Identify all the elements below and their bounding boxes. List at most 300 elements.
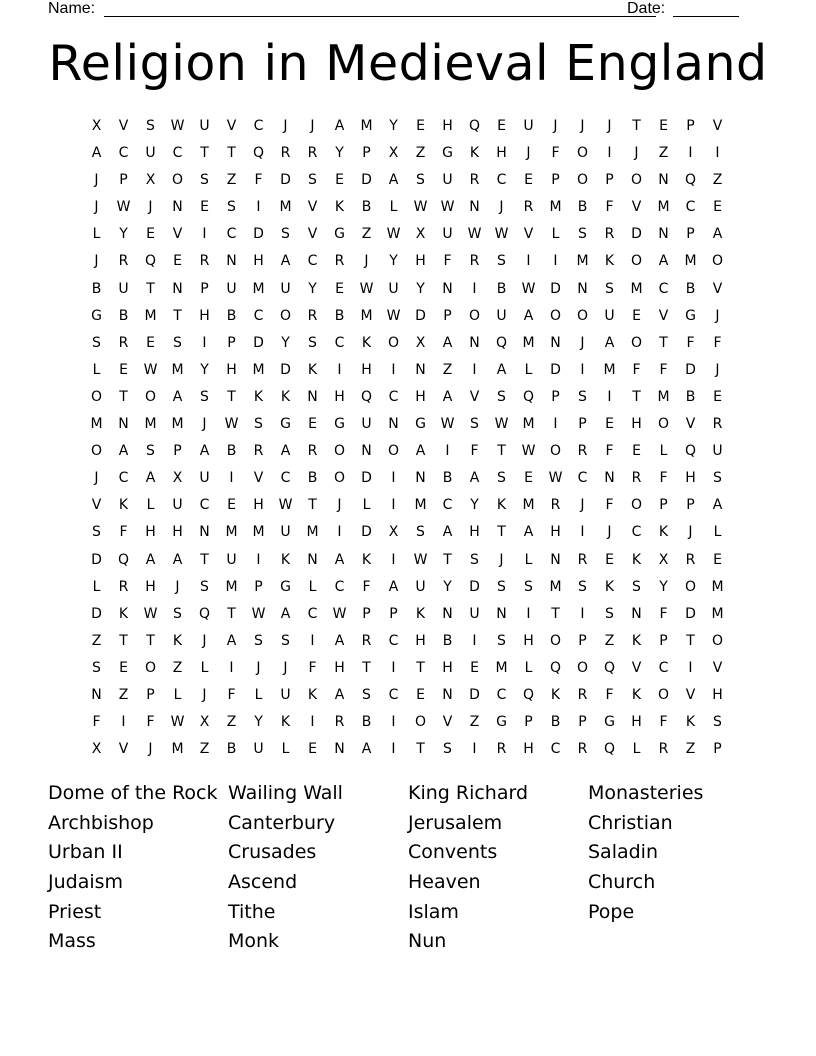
grid-letter: W (548, 470, 563, 487)
grid-letter: A (145, 470, 156, 487)
grid-letter: P (551, 172, 560, 189)
grid-letter: D (550, 280, 561, 297)
grid-letter: C (388, 686, 399, 703)
grid-letter: R (523, 199, 534, 216)
grid-letter: S (146, 118, 155, 134)
grid-letter: L (92, 578, 101, 595)
grid-letter: L (524, 659, 533, 676)
grid-letter: Y (389, 118, 398, 134)
grid-letter: N (469, 199, 480, 216)
grid-letter: E (713, 551, 722, 568)
grid-letter: V (307, 199, 318, 216)
grid-letter: R (577, 443, 588, 460)
grid-letter: K (658, 524, 669, 541)
grid-letter: A (280, 253, 291, 270)
grid-letter: J (580, 497, 585, 514)
grid-letter: R (118, 578, 129, 595)
grid-letter: I (229, 659, 234, 676)
grid-letter: R (550, 497, 561, 514)
grid-letter: B (334, 307, 345, 324)
grid-letter: N (577, 280, 588, 297)
grid-letter: L (254, 686, 263, 703)
grid-letter: H (442, 118, 453, 134)
grid-letter: J (256, 659, 261, 676)
grid-letter: W (440, 199, 455, 216)
grid-letter: R (469, 253, 480, 270)
grid-letter: J (94, 172, 99, 189)
word-list-item: Archbishop (48, 811, 154, 834)
grid-letter: N (442, 605, 453, 622)
grid-letter: A (118, 443, 129, 460)
grid-letter: O (711, 253, 724, 270)
grid-letter: L (632, 741, 641, 758)
grid-letter: W (359, 280, 374, 297)
grid-letter: R (253, 443, 264, 460)
grid-letter: H (712, 686, 723, 703)
grid-letter: U (496, 307, 507, 324)
grid-letter: O (549, 632, 562, 649)
grid-letter: E (416, 686, 425, 703)
page-title: Religion in Medieval England (48, 35, 768, 92)
grid-letter: D (361, 172, 372, 189)
grid-letter: H (631, 714, 642, 731)
name-line[interactable] (104, 16, 656, 17)
grid-letter: U (253, 741, 264, 758)
grid-letter: T (200, 551, 209, 568)
grid-letter: H (523, 741, 534, 758)
grid-letter: J (148, 741, 153, 758)
grid-letter: S (713, 470, 722, 487)
grid-letter: D (253, 226, 264, 243)
grid-letter: T (227, 145, 236, 162)
grid-letter: P (227, 334, 236, 351)
grid-letter: A (712, 497, 723, 514)
grid-letter: A (361, 741, 372, 758)
grid-letter: U (280, 686, 291, 703)
grid-letter: U (523, 118, 534, 134)
grid-letter: I (391, 714, 396, 731)
grid-letter: I (607, 145, 612, 162)
grid-letter: R (685, 551, 696, 568)
grid-letter: U (118, 280, 129, 297)
grid-letter: T (146, 632, 155, 649)
grid-letter: T (632, 118, 641, 134)
grid-letter: X (91, 741, 102, 758)
word-list-item: Islam (408, 900, 459, 923)
grid-letter: W (143, 361, 158, 378)
grid-letter: M (225, 578, 238, 595)
grid-letter: R (118, 334, 129, 351)
word-list-item: Pope (588, 900, 635, 923)
grid-letter: W (440, 416, 455, 433)
grid-letter: H (415, 253, 426, 270)
grid-letter: L (713, 524, 722, 541)
grid-letter: N (172, 199, 183, 216)
grid-letter: R (658, 741, 669, 758)
word-list-item: Crusades (228, 841, 317, 864)
grid-letter: Z (91, 632, 102, 649)
grid-letter: M (90, 416, 103, 433)
grid-letter: E (119, 361, 128, 378)
grid-letter: R (631, 470, 642, 487)
word-list-item: Jerusalem (408, 811, 503, 834)
grid-letter: B (685, 280, 696, 297)
grid-letter: Y (659, 578, 668, 595)
grid-letter: J (283, 659, 288, 676)
grid-letter: F (551, 145, 560, 162)
grid-letter: N (442, 686, 453, 703)
grid-letter: O (630, 334, 643, 351)
grid-letter: T (443, 551, 452, 568)
grid-letter: K (604, 253, 615, 270)
grid-letter: P (551, 388, 560, 405)
grid-letter: S (416, 524, 425, 541)
grid-letter: V (631, 199, 642, 216)
grid-letter: M (711, 605, 724, 622)
grid-letter: Z (415, 145, 426, 162)
grid-letter: S (254, 416, 263, 433)
grid-letter: T (308, 497, 317, 514)
grid-letter: C (307, 253, 318, 270)
grid-letter: L (389, 199, 398, 216)
grid-letter: H (361, 361, 372, 378)
grid-letter: G (91, 307, 102, 324)
grid-letter: E (173, 253, 182, 270)
grid-letter: P (254, 578, 263, 595)
grid-letter: Z (685, 741, 696, 758)
grid-letter: C (226, 226, 237, 243)
grid-letter: D (469, 578, 480, 595)
grid-letter: D (91, 551, 102, 568)
grid-letter: P (173, 443, 182, 460)
grid-letter: D (91, 605, 102, 622)
grid-letter: C (118, 145, 129, 162)
grid-letter: I (715, 145, 720, 162)
grid-letter: N (631, 605, 642, 622)
grid-letter: O (90, 388, 103, 405)
grid-letter: Y (119, 226, 128, 243)
grid-letter: L (308, 578, 317, 595)
grid-letter: W (521, 280, 536, 297)
grid-letter: J (94, 470, 99, 487)
grid-letter: K (118, 605, 129, 622)
grid-letter: S (497, 578, 506, 595)
grid-letter: M (522, 497, 535, 514)
grid-letter: V (226, 118, 237, 134)
grid-letter: Y (200, 361, 209, 378)
grid-letter: K (334, 199, 345, 216)
grid-letter: S (578, 226, 587, 243)
grid-letter: J (715, 361, 720, 378)
grid-letter: H (631, 416, 642, 433)
grid-letter: F (119, 524, 128, 541)
grid-letter: H (469, 524, 480, 541)
grid-letter: P (362, 605, 371, 622)
word-list-item: Ascend (228, 871, 298, 894)
grid-letter: U (226, 551, 237, 568)
grid-letter: K (631, 686, 642, 703)
grid-letter: K (685, 714, 696, 731)
grid-letter: O (657, 416, 670, 433)
grid-letter: H (253, 253, 264, 270)
grid-letter: M (144, 416, 157, 433)
grid-letter: T (632, 388, 641, 405)
grid-letter: P (524, 714, 533, 731)
grid-letter: B (361, 199, 372, 216)
grid-letter: U (199, 470, 210, 487)
grid-letter: Q (117, 551, 130, 568)
grid-letter: A (658, 253, 669, 270)
grid-letter: D (361, 524, 372, 541)
grid-letter: N (442, 280, 453, 297)
grid-letter: F (659, 605, 668, 622)
grid-letter: F (659, 714, 668, 731)
word-list-item: Urban II (48, 841, 123, 864)
grid-letter: O (684, 578, 697, 595)
word-list-item: Judaism (48, 871, 124, 894)
grid-letter: S (497, 388, 506, 405)
grid-letter: B (550, 714, 561, 731)
grid-letter: A (388, 172, 399, 189)
grid-letter: S (92, 334, 101, 351)
grid-letter: G (604, 714, 615, 731)
grid-letter: I (310, 714, 315, 731)
grid-letter: S (443, 741, 452, 758)
grid-letter: P (578, 632, 587, 649)
grid-letter: R (604, 226, 615, 243)
grid-letter: J (202, 416, 207, 433)
grid-letter: T (686, 632, 695, 649)
grid-letter: E (497, 118, 506, 134)
grid-letter: A (415, 443, 426, 460)
grid-letter: C (658, 280, 669, 297)
word-search-grid (83, 113, 731, 763)
grid-letter: M (657, 388, 670, 405)
grid-letter: C (496, 686, 507, 703)
grid-letter: I (472, 280, 477, 297)
grid-letter: L (92, 361, 101, 378)
word-list-item: Convents (408, 841, 498, 864)
grid-letter: I (202, 226, 207, 243)
grid-letter: I (553, 416, 558, 433)
grid-letter: T (227, 388, 236, 405)
grid-letter: O (576, 659, 589, 676)
grid-letter: F (605, 686, 614, 703)
grid-letter: H (334, 659, 345, 676)
grid-letter: N (334, 741, 345, 758)
grid-letter: P (443, 307, 452, 324)
grid-letter: C (253, 118, 264, 134)
grid-letter: A (523, 524, 534, 541)
grid-letter: M (522, 334, 535, 351)
grid-letter: O (414, 714, 427, 731)
grid-letter: C (334, 334, 345, 351)
grid-letter: P (686, 226, 695, 243)
grid-letter: I (121, 714, 126, 731)
word-list-item: Canterbury (228, 811, 336, 834)
grid-letter: L (659, 443, 668, 460)
grid-letter: F (443, 253, 452, 270)
grid-letter: B (361, 714, 372, 731)
grid-letter: J (310, 118, 315, 134)
grid-letter: Q (603, 659, 616, 676)
grid-letter: J (175, 578, 180, 595)
grid-letter: O (630, 253, 643, 270)
grid-letter: D (469, 686, 480, 703)
grid-letter: S (605, 605, 614, 622)
grid-letter: M (360, 118, 373, 134)
grid-letter: L (173, 686, 182, 703)
grid-letter: V (523, 226, 534, 243)
grid-letter: S (173, 605, 182, 622)
grid-letter: O (630, 497, 643, 514)
grid-letter: N (91, 686, 102, 703)
grid-letter: M (414, 497, 427, 514)
grid-letter: H (253, 497, 264, 514)
grid-letter: D (280, 361, 291, 378)
grid-letter: D (361, 470, 372, 487)
grid-letter: A (172, 551, 183, 568)
grid-letter: K (469, 145, 480, 162)
grid-letter: P (686, 118, 695, 134)
grid-letter: K (361, 334, 372, 351)
grid-letter: I (688, 659, 693, 676)
grid-letter: I (391, 470, 396, 487)
grid-letter: G (334, 416, 345, 433)
grid-letter: F (686, 334, 695, 351)
grid-letter: U (712, 443, 723, 460)
grid-letter: K (361, 551, 372, 568)
grid-letter: R (469, 172, 480, 189)
grid-letter: G (280, 416, 291, 433)
grid-letter: W (494, 226, 509, 243)
grid-letter: G (496, 714, 507, 731)
grid-letter: P (713, 741, 722, 758)
grid-letter: H (415, 632, 426, 649)
grid-letter: H (442, 659, 453, 676)
grid-letter: V (685, 686, 696, 703)
word-list-item: Wailing Wall (228, 782, 343, 804)
grid-letter: M (306, 524, 319, 541)
grid-letter: D (685, 605, 696, 622)
grid-letter: A (712, 226, 723, 243)
grid-letter: U (280, 280, 291, 297)
grid-letter: W (332, 605, 347, 622)
grid-letter: I (580, 361, 585, 378)
grid-letter: Z (658, 145, 669, 162)
grid-letter: T (497, 443, 506, 460)
grid-letter: C (442, 497, 453, 514)
word-list-item: Church (588, 871, 656, 894)
grid-letter: V (118, 741, 129, 758)
grid-letter: W (278, 497, 293, 514)
grid-letter: H (334, 388, 345, 405)
grid-letter: K (172, 632, 183, 649)
grid-letter: T (146, 280, 155, 297)
grid-letter: C (658, 659, 669, 676)
grid-letter: N (658, 172, 669, 189)
grid-letter: V (253, 470, 264, 487)
grid-letter: Q (198, 605, 211, 622)
grid-letter: U (172, 497, 183, 514)
grid-letter: T (497, 524, 506, 541)
grid-letter: W (143, 605, 158, 622)
grid-letter: S (524, 578, 533, 595)
word-list-item: Tithe (228, 900, 276, 923)
grid-letter: E (524, 470, 533, 487)
grid-letter: D (415, 307, 426, 324)
grid-letter: H (496, 145, 507, 162)
grid-letter: B (442, 470, 453, 487)
grid-letter: A (604, 334, 615, 351)
grid-letter: J (580, 118, 585, 134)
grid-letter: I (688, 145, 693, 162)
word-list-item: Mass (48, 930, 96, 953)
date-line[interactable] (673, 16, 739, 17)
grid-letter: W (467, 226, 482, 243)
grid-letter: E (119, 659, 128, 676)
grid-letter: C (199, 497, 210, 514)
grid-letter: J (553, 118, 558, 134)
grid-letter: U (442, 172, 453, 189)
grid-letter: S (362, 686, 371, 703)
grid-letter: R (307, 145, 318, 162)
grid-letter: F (605, 443, 614, 460)
grid-letter: Y (281, 334, 290, 351)
grid-letter: Z (118, 686, 129, 703)
grid-letter: O (90, 443, 103, 460)
grid-letter: D (253, 334, 264, 351)
grid-letter: R (307, 443, 318, 460)
grid-letter: B (442, 632, 453, 649)
grid-letter: W (251, 605, 266, 622)
grid-letter: P (605, 172, 614, 189)
grid-letter: V (172, 226, 183, 243)
grid-letter: Q (144, 253, 157, 270)
grid-letter: P (578, 416, 587, 433)
grid-letter: H (550, 524, 561, 541)
grid-letter: X (658, 551, 669, 568)
grid-letter: I (391, 659, 396, 676)
grid-letter: R (334, 253, 345, 270)
grid-letter: P (686, 497, 695, 514)
grid-letter: M (495, 659, 508, 676)
grid-letter: C (496, 172, 507, 189)
grid-letter: A (442, 524, 453, 541)
grid-letter: U (145, 145, 156, 162)
grid-letter: Q (468, 118, 481, 134)
grid-letter: S (497, 470, 506, 487)
grid-letter: N (658, 226, 669, 243)
grid-letter: V (91, 497, 102, 514)
grid-letter: C (388, 388, 399, 405)
grid-letter: N (199, 524, 210, 541)
grid-letter: O (144, 388, 157, 405)
grid-letter: I (472, 632, 477, 649)
grid-letter: S (632, 578, 641, 595)
grid-letter: S (308, 334, 317, 351)
grid-letter: F (308, 659, 317, 676)
grid-letter: W (170, 118, 185, 134)
grid-letter: O (171, 172, 184, 189)
grid-letter: Q (684, 172, 697, 189)
grid-letter: B (496, 280, 507, 297)
grid-letter: I (472, 361, 477, 378)
grid-letter: N (550, 551, 561, 568)
grid-letter: M (603, 361, 616, 378)
grid-letter: F (362, 578, 371, 595)
grid-letter: C (307, 605, 318, 622)
